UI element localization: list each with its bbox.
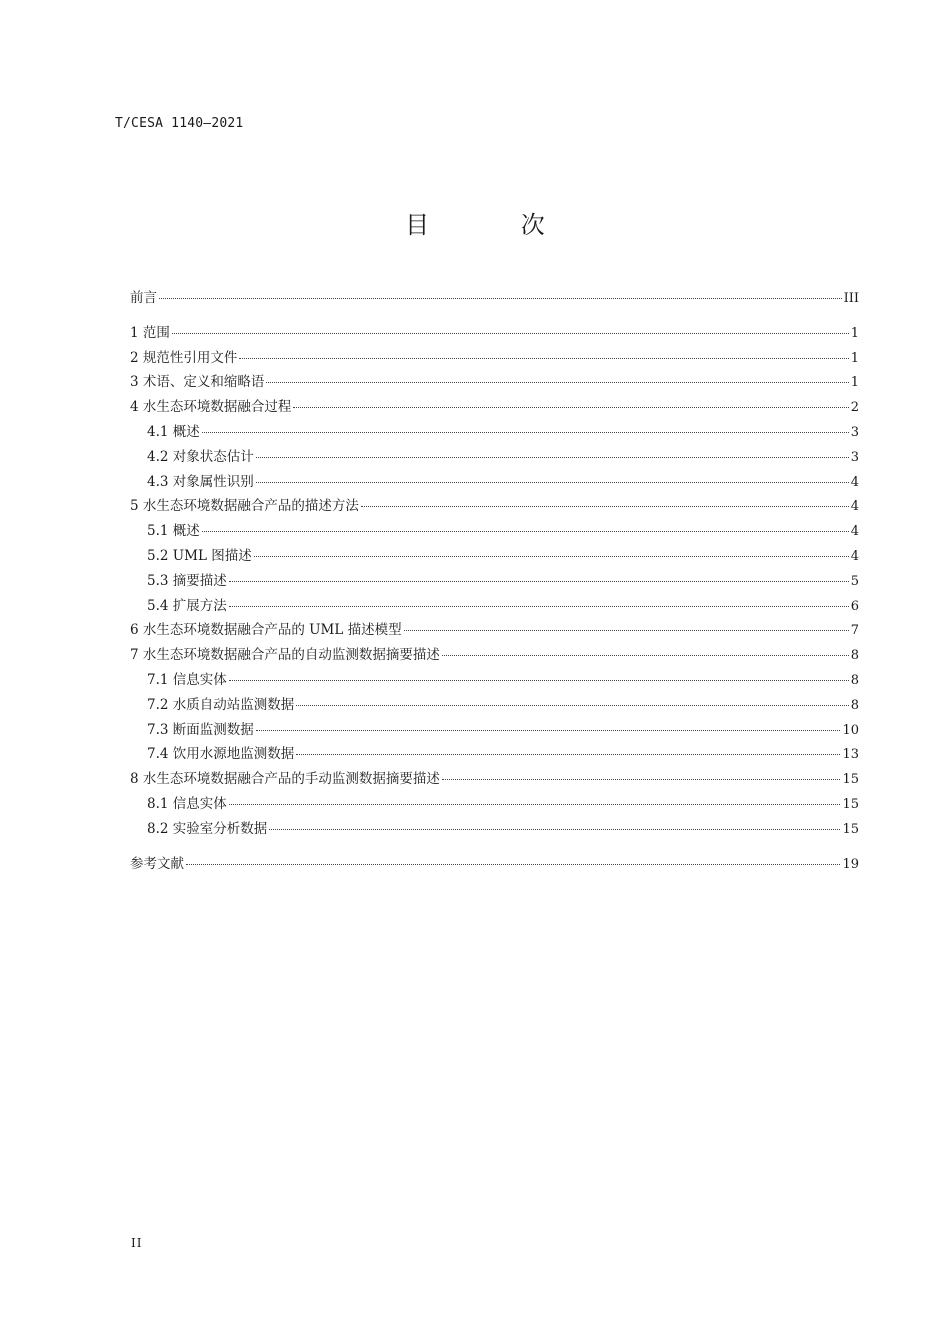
- toc-entry[interactable]: [130, 792, 859, 817]
- toc-leader-dots: [229, 679, 849, 681]
- toc-entry-label: 8 水生态环境数据融合产品的手动监测数据摘要描述: [130, 771, 440, 788]
- toc-entry-label: 7.4 饮用水源地监测数据: [147, 746, 295, 763]
- toc-entry-label: 4.2 对象状态估计: [147, 448, 254, 465]
- toc-leader-dots: [404, 629, 849, 631]
- toc-entry-page: 1: [850, 350, 859, 366]
- toc-leader-dots: [269, 828, 840, 830]
- toc-entry-page: 13: [842, 747, 859, 763]
- toc-entry-page: 15: [842, 772, 859, 788]
- toc-leader-dots: [202, 530, 849, 532]
- table-of-contents: [130, 286, 859, 876]
- toc-leader-dots: [254, 555, 849, 557]
- toc-entry-label: 8.2 实验室分析数据: [147, 820, 268, 837]
- toc-leader-dots: [229, 580, 849, 582]
- toc-leader-dots: [256, 729, 841, 731]
- toc-entry[interactable]: [130, 494, 859, 519]
- toc-entry-label: 7.3 断面监测数据: [147, 721, 254, 738]
- toc-entry-label: 2 规范性引用文件: [130, 349, 238, 366]
- toc-entry-label: 8.1 信息实体: [147, 795, 227, 812]
- toc-entry[interactable]: [130, 594, 859, 619]
- toc-title: 目 次: [405, 211, 587, 239]
- toc-entry[interactable]: [130, 693, 859, 718]
- toc-entry-page: 3: [850, 449, 859, 465]
- toc-leader-dots: [202, 431, 849, 433]
- toc-entry-page: 2: [850, 400, 859, 416]
- toc-entry-page: 7: [850, 623, 859, 639]
- toc-leader-dots: [256, 481, 849, 483]
- toc-entry-page: 3: [850, 424, 859, 440]
- toc-entry[interactable]: [130, 420, 859, 445]
- toc-entry-label: 5.2 UML 图描述: [147, 547, 252, 564]
- toc-entry-page: 19: [842, 856, 859, 872]
- toc-entry-page: III: [843, 291, 859, 306]
- toc-entry[interactable]: [130, 470, 859, 495]
- toc-entry[interactable]: [130, 321, 859, 346]
- toc-entry-label: 6 水生态环境数据融合产品的 UML 描述模型: [130, 622, 402, 639]
- toc-entry-page: 8: [850, 648, 859, 664]
- toc-entry-page: 4: [850, 524, 859, 540]
- toc-leader-dots: [186, 863, 840, 865]
- toc-leader-dots: [296, 704, 848, 706]
- toc-entry[interactable]: [130, 286, 859, 311]
- toc-entry[interactable]: [130, 742, 859, 767]
- toc-leader-dots: [239, 357, 848, 359]
- toc-entry-page: 4: [850, 474, 859, 490]
- toc-leader-dots: [256, 456, 849, 458]
- toc-leader-dots: [266, 381, 848, 383]
- toc-leader-dots: [442, 654, 849, 656]
- toc-entry-page: 15: [842, 796, 859, 812]
- toc-leader-dots: [159, 297, 842, 299]
- toc-entry-page: 1: [850, 325, 859, 341]
- toc-leader-dots: [296, 753, 840, 755]
- toc-entry[interactable]: [130, 718, 859, 743]
- document-code: T/CESA 1140—2021: [115, 116, 244, 131]
- toc-entry[interactable]: [130, 643, 859, 668]
- toc-entry-label: 1 范围: [130, 324, 170, 341]
- toc-entry-label: 5 水生态环境数据融合产品的描述方法: [130, 498, 359, 515]
- toc-entry-page: 8: [850, 697, 859, 713]
- toc-entry[interactable]: [130, 817, 859, 842]
- page-number: II: [131, 1236, 143, 1250]
- toc-entry[interactable]: [130, 569, 859, 594]
- toc-leader-dots: [229, 605, 849, 607]
- toc-entry-page: 4: [850, 499, 859, 515]
- toc-entry-label: 3 术语、定义和缩略语: [130, 374, 265, 391]
- toc-entry[interactable]: [130, 519, 859, 544]
- toc-entry[interactable]: [130, 668, 859, 693]
- toc-entry-page: 10: [842, 722, 859, 738]
- toc-entry-label: 4.3 对象属性识别: [147, 473, 254, 490]
- toc-leader-dots: [293, 406, 848, 408]
- toc-entry-page: 6: [850, 598, 859, 614]
- toc-leader-dots: [229, 803, 841, 805]
- toc-entry-page: 8: [850, 672, 859, 688]
- toc-entry[interactable]: [130, 767, 859, 792]
- toc-entry-label: 5.3 摘要描述: [147, 572, 227, 589]
- toc-entry-page: 4: [850, 548, 859, 564]
- toc-leader-dots: [172, 332, 849, 334]
- toc-entry-label: 5.1 概述: [147, 523, 200, 540]
- toc-entry-page: 5: [850, 573, 859, 589]
- toc-entry-label: 4 水生态环境数据融合过程: [130, 399, 292, 416]
- toc-entry-label: 7 水生态环境数据融合产品的自动监测数据摘要描述: [130, 647, 440, 664]
- toc-entry-label: 参考文献: [130, 855, 184, 872]
- toc-entry[interactable]: [130, 544, 859, 569]
- toc-entry-label: 前言: [130, 290, 157, 306]
- toc-entry-label: 4.1 概述: [147, 423, 200, 440]
- toc-entry[interactable]: [130, 370, 859, 395]
- toc-entry[interactable]: [130, 445, 859, 470]
- toc-entry-label: 7.1 信息实体: [147, 671, 227, 688]
- toc-leader-dots: [442, 778, 841, 780]
- toc-entry[interactable]: [130, 346, 859, 371]
- toc-entry[interactable]: [130, 395, 859, 420]
- toc-entry-label: 7.2 水质自动站监测数据: [147, 696, 295, 713]
- toc-entry[interactable]: [130, 852, 859, 877]
- toc-leader-dots: [361, 505, 849, 507]
- toc-entry[interactable]: [130, 618, 859, 643]
- toc-entry-page: 1: [850, 375, 859, 391]
- toc-entry-label: 5.4 扩展方法: [147, 597, 227, 614]
- toc-entry-page: 15: [842, 821, 859, 837]
